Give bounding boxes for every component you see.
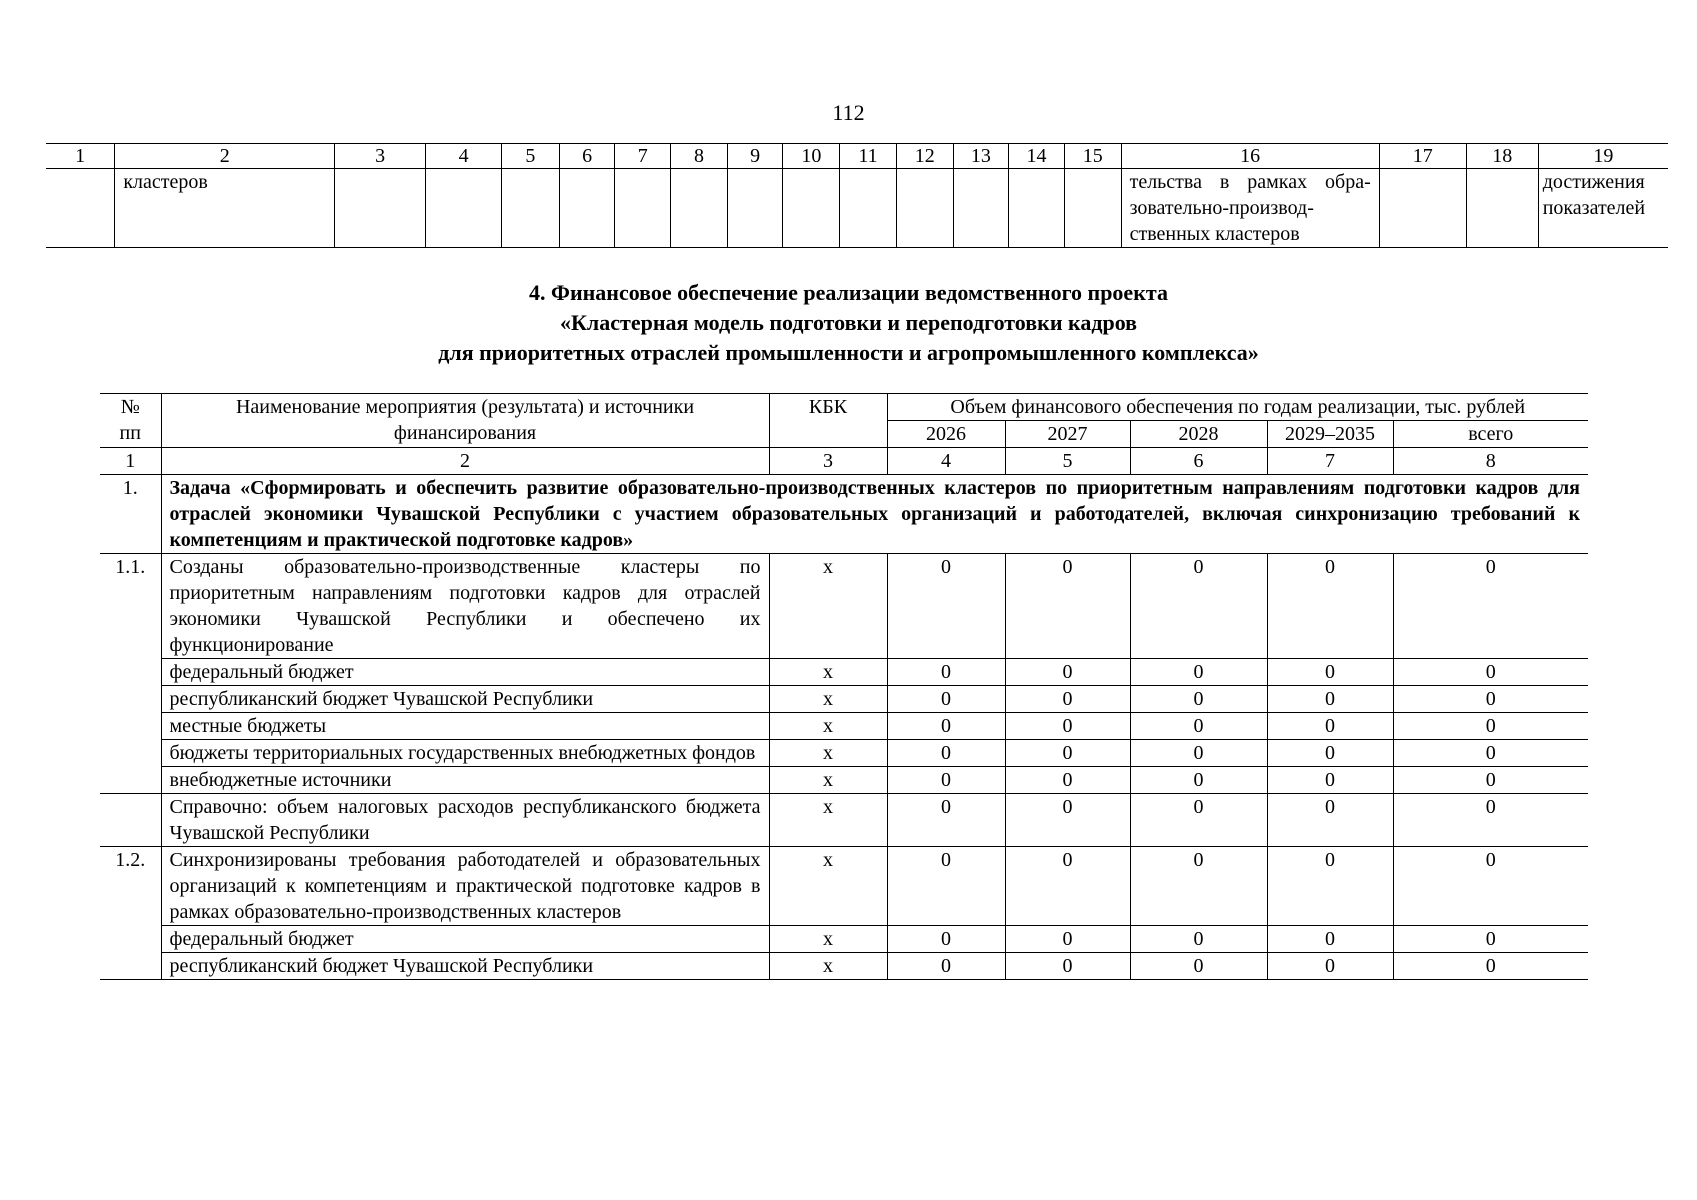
row-value-2: 0 xyxy=(1005,740,1130,767)
cont-cell-1 xyxy=(46,169,115,248)
cont-cell-5 xyxy=(502,169,560,248)
row-value-5: 0 xyxy=(1393,847,1588,926)
row-value-5: 0 xyxy=(1393,740,1588,767)
row-value-5: 0 xyxy=(1393,554,1588,659)
row-value-4: 0 xyxy=(1267,659,1393,686)
cont-header-col-15: 15 xyxy=(1064,144,1121,169)
cont-header-col-4: 4 xyxy=(426,144,502,169)
row-num: 1.1. xyxy=(100,554,161,659)
cont-cell-13 xyxy=(953,169,1009,248)
row-kbk: х xyxy=(769,926,887,953)
header-year-2026: 2026 xyxy=(887,421,1005,448)
row-kbk: х xyxy=(769,686,887,713)
table-row xyxy=(100,686,1588,713)
row-num xyxy=(100,659,161,686)
row-value-2: 0 xyxy=(1005,926,1130,953)
row-value-5: 0 xyxy=(1393,767,1588,794)
table-row xyxy=(100,926,1588,953)
row-num xyxy=(100,953,161,980)
cont-header-col-16: 16 xyxy=(1121,144,1379,169)
column-number-2: 2 xyxy=(161,448,769,475)
cont-19-line-1: достижения xyxy=(1542,171,1645,193)
heading-line-1: 4. Финансовое обеспечение реализации ведомственного проекта xyxy=(529,280,1168,305)
row-value-3: 0 xyxy=(1130,767,1267,794)
header-kbk: КБК xyxy=(769,394,887,448)
row-value-2: 0 xyxy=(1005,686,1130,713)
cont-cell-19 xyxy=(1538,169,1668,248)
row-value-1: 0 xyxy=(887,686,1005,713)
cont-header-col-7: 7 xyxy=(615,144,671,169)
row-value-1: 0 xyxy=(887,659,1005,686)
row-value-5: 0 xyxy=(1393,926,1588,953)
cont-header-col-2: 2 xyxy=(115,144,335,169)
finance-body xyxy=(100,554,1588,980)
cont-header-col-17: 17 xyxy=(1379,144,1466,169)
table-row xyxy=(100,953,1588,980)
row-value-5: 0 xyxy=(1393,659,1588,686)
cont-cell-8 xyxy=(671,169,728,248)
row-name: федеральный бюджет xyxy=(161,926,769,953)
row-value-2: 0 xyxy=(1005,659,1130,686)
table-row xyxy=(100,740,1588,767)
row-value-3: 0 xyxy=(1130,794,1267,847)
row-value-4: 0 xyxy=(1267,713,1393,740)
row-kbk: х xyxy=(769,847,887,926)
column-number-1: 1 xyxy=(100,448,161,475)
cont-header-col-13: 13 xyxy=(953,144,1009,169)
cont-cell-9 xyxy=(727,169,783,248)
row-value-1: 0 xyxy=(887,554,1005,659)
table-row xyxy=(100,659,1588,686)
row-value-1: 0 xyxy=(887,767,1005,794)
cont-header-col-9: 9 xyxy=(727,144,783,169)
row-value-3: 0 xyxy=(1130,554,1267,659)
cont-cell-14 xyxy=(1009,169,1065,248)
row-value-5: 0 xyxy=(1393,794,1588,847)
cont-cell-12 xyxy=(896,169,953,248)
section-heading xyxy=(0,278,1697,368)
row-name: федеральный бюджет xyxy=(161,659,769,686)
row-num xyxy=(100,794,161,847)
row-value-2: 0 xyxy=(1005,953,1130,980)
task-text: Задача «Сформировать и обеспечить развитие образовательно-производственных кластеров по приоритетным направлениям подготовки кадров для отраслей экономики Чувашской Республики с участием образовательных организаций и работодателей, включая синхронизацию требований к компетенциям и практической подготовке кадров» xyxy=(161,475,1588,554)
row-value-1: 0 xyxy=(887,926,1005,953)
finance-table xyxy=(100,393,1588,980)
row-value-4: 0 xyxy=(1267,847,1393,926)
cont-header-col-5: 5 xyxy=(502,144,560,169)
row-value-4: 0 xyxy=(1267,740,1393,767)
row-value-5: 0 xyxy=(1393,713,1588,740)
row-num xyxy=(100,686,161,713)
cont-header-col-3: 3 xyxy=(335,144,426,169)
cont-cell-7 xyxy=(615,169,671,248)
row-value-4: 0 xyxy=(1267,554,1393,659)
continuation-table xyxy=(46,143,1668,248)
row-name: Синхронизированы требования работодателей и образовательных организаций к компетенциям и практической подготовке кадров в рамках образовательно-производственных кластеров xyxy=(161,847,769,926)
row-value-4: 0 xyxy=(1267,794,1393,847)
finance-header-row-1 xyxy=(100,394,1588,421)
header-name: Наименование мероприятия (результата) и источники финансирования xyxy=(161,394,769,448)
task-num: 1. xyxy=(100,475,161,554)
cont-16-line-2: зовательно-производ- xyxy=(1129,197,1314,219)
cont-cell-3 xyxy=(335,169,426,248)
cont-cell-15 xyxy=(1064,169,1121,248)
row-kbk: х xyxy=(769,659,887,686)
cont-header-col-8: 8 xyxy=(671,144,728,169)
cont-header-col-11: 11 xyxy=(840,144,897,169)
cont-cell-10 xyxy=(783,169,840,248)
cont-cell-6 xyxy=(559,169,615,248)
header-num: № пп xyxy=(100,394,161,448)
table-row xyxy=(100,554,1588,659)
cont-16-line-3: ственных кластеров xyxy=(1129,223,1300,245)
row-value-2: 0 xyxy=(1005,554,1130,659)
header-year-2029-2035: 2029–2035 xyxy=(1267,421,1393,448)
row-kbk: х xyxy=(769,740,887,767)
continuation-body-row xyxy=(46,169,1668,248)
cont-cell-4 xyxy=(426,169,502,248)
column-number-8: 8 xyxy=(1393,448,1588,475)
row-num xyxy=(100,740,161,767)
row-value-2: 0 xyxy=(1005,794,1130,847)
row-value-3: 0 xyxy=(1130,953,1267,980)
row-value-3: 0 xyxy=(1130,686,1267,713)
cont-cell-18 xyxy=(1466,169,1538,248)
heading-line-3: для приоритетных отраслей промышленности и агропромышленного комплекса» xyxy=(438,340,1259,365)
row-value-3: 0 xyxy=(1130,740,1267,767)
column-number-3: 3 xyxy=(769,448,887,475)
row-num: 1.2. xyxy=(100,847,161,926)
row-kbk: х xyxy=(769,953,887,980)
row-value-1: 0 xyxy=(887,740,1005,767)
column-number-6: 6 xyxy=(1130,448,1267,475)
row-name: бюджеты территориальных государственных внебюджетных фондов xyxy=(161,740,769,767)
finance-column-numbers-row xyxy=(100,448,1588,475)
row-name: Созданы образовательно-производственные кластеры по приоритетным направлениям подготовки кадров для отраслей экономики Чувашской Республики и обеспечено их функционирование xyxy=(161,554,769,659)
row-name: внебюджетные источники xyxy=(161,767,769,794)
page-number: 112 xyxy=(832,100,865,125)
row-name: местные бюджеты xyxy=(161,713,769,740)
column-number-5: 5 xyxy=(1005,448,1130,475)
row-value-1: 0 xyxy=(887,713,1005,740)
row-value-2: 0 xyxy=(1005,847,1130,926)
table-row xyxy=(100,767,1588,794)
row-value-3: 0 xyxy=(1130,847,1267,926)
header-year-2028: 2028 xyxy=(1130,421,1267,448)
cont-header-col-12: 12 xyxy=(896,144,953,169)
row-value-3: 0 xyxy=(1130,659,1267,686)
table-row xyxy=(100,713,1588,740)
row-num xyxy=(100,926,161,953)
row-kbk: х xyxy=(769,794,887,847)
row-value-4: 0 xyxy=(1267,953,1393,980)
row-kbk: х xyxy=(769,767,887,794)
row-value-4: 0 xyxy=(1267,767,1393,794)
cont-header-col-19: 19 xyxy=(1538,144,1668,169)
table-row xyxy=(100,794,1588,847)
cont-header-col-14: 14 xyxy=(1009,144,1065,169)
row-value-1: 0 xyxy=(887,794,1005,847)
row-num xyxy=(100,767,161,794)
column-number-4: 4 xyxy=(887,448,1005,475)
row-value-3: 0 xyxy=(1130,926,1267,953)
heading-line-2: «Кластерная модель подготовки и переподготовки кадров xyxy=(559,310,1138,335)
cont-header-col-1: 1 xyxy=(46,144,115,169)
cont-16-line-1: тельства в рамках обра- xyxy=(1129,171,1371,193)
continuation-header-row xyxy=(46,144,1668,169)
row-value-1: 0 xyxy=(887,847,1005,926)
row-kbk: х xyxy=(769,554,887,659)
finance-task-row xyxy=(100,475,1588,554)
header-year-2027: 2027 xyxy=(1005,421,1130,448)
cont-cell-17 xyxy=(1379,169,1466,248)
header-total: всего xyxy=(1393,421,1588,448)
row-value-5: 0 xyxy=(1393,686,1588,713)
row-kbk: х xyxy=(769,713,887,740)
row-name: Справочно: объем налоговых расходов республиканского бюджета Чувашской Республики xyxy=(161,794,769,847)
row-value-4: 0 xyxy=(1267,926,1393,953)
row-num xyxy=(100,713,161,740)
cont-header-col-6: 6 xyxy=(559,144,615,169)
cont-header-col-18: 18 xyxy=(1466,144,1538,169)
row-value-5: 0 xyxy=(1393,953,1588,980)
row-value-3: 0 xyxy=(1130,713,1267,740)
row-value-4: 0 xyxy=(1267,686,1393,713)
header-volume: Объем финансового обеспечения по годам реализации, тыс. рублей xyxy=(887,394,1588,421)
cont-header-col-10: 10 xyxy=(783,144,840,169)
cont-cell-2: кластеров xyxy=(115,169,335,248)
row-name: республиканский бюджет Чувашской Республики xyxy=(161,686,769,713)
row-value-2: 0 xyxy=(1005,713,1130,740)
cont-cell-11 xyxy=(840,169,897,248)
row-value-2: 0 xyxy=(1005,767,1130,794)
row-name: республиканский бюджет Чувашской Республики xyxy=(161,953,769,980)
table-row xyxy=(100,847,1588,926)
cont-19-line-2: показателей xyxy=(1542,197,1646,219)
row-value-1: 0 xyxy=(887,953,1005,980)
cont-cell-16 xyxy=(1121,169,1379,248)
column-number-7: 7 xyxy=(1267,448,1393,475)
